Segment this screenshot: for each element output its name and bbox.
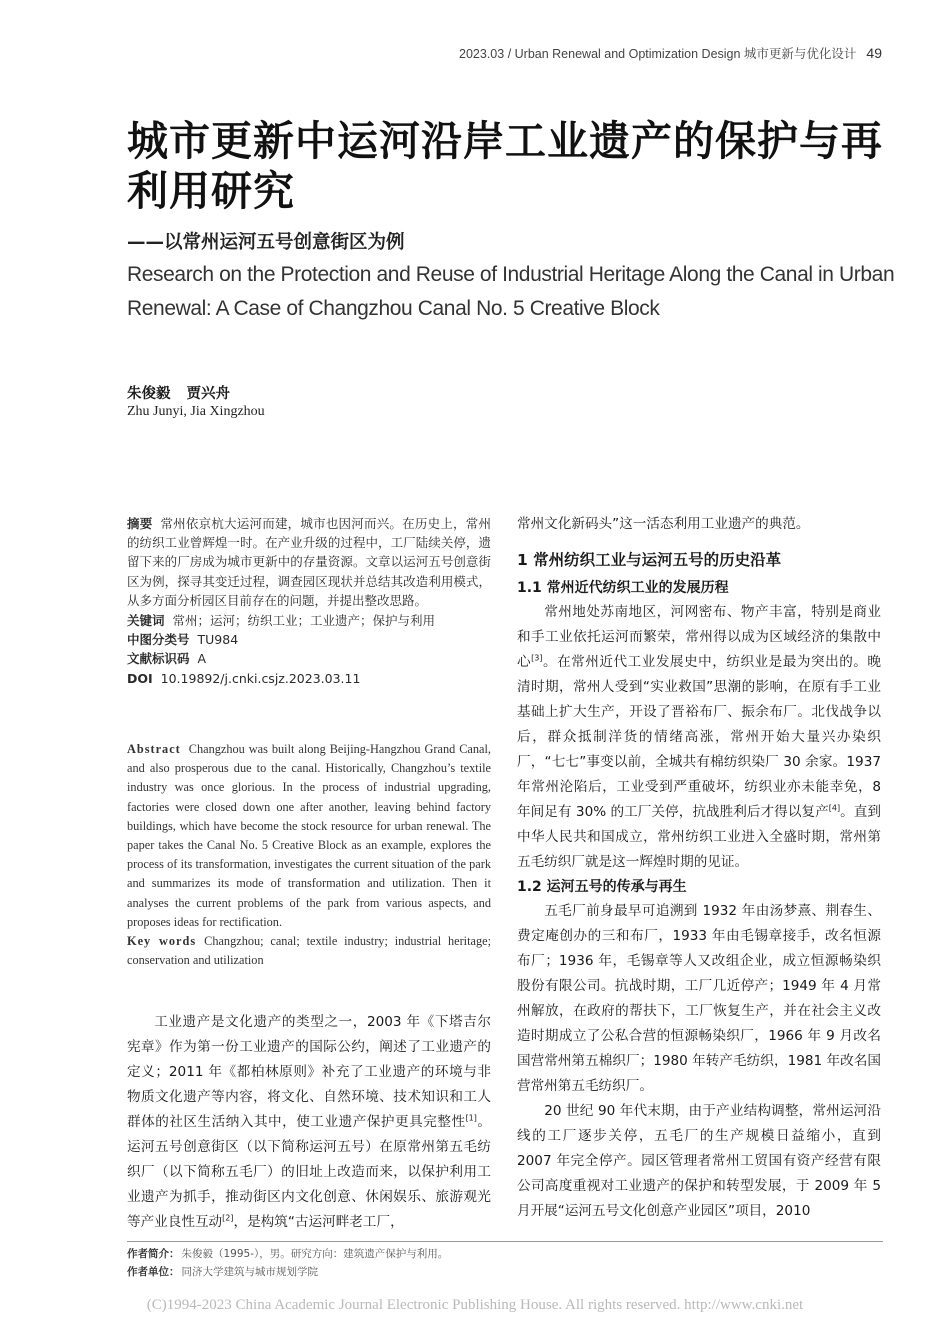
doi-value: 10.19892/j.cnki.csjz.2023.03.11	[160, 670, 361, 686]
footnote-affiliation-label: 作者单位：	[127, 1266, 180, 1278]
paragraph-textile-a: 常州地处苏南地区，河网密布、物产丰富，特别是商业和手工业依托运河而繁荣，常州得以成为区域经济的集散中心	[517, 604, 881, 670]
keywords-en-text: Changzhou; canal; textile industry; industrial heritage; conservation and utilization	[127, 934, 491, 968]
footnote-author-label: 作者简介：	[127, 1248, 180, 1260]
clc-row	[127, 630, 491, 649]
reference-2[interactable]: [2]	[222, 1213, 234, 1223]
footnote-divider	[127, 1241, 883, 1242]
running-header-text: 2023.03 / Urban Renewal and Optimization Design 城市更新与优化设计	[459, 47, 857, 61]
paragraph-intro-a: 工业遗产是文化遗产的类型之一，2003 年《下塔吉尔宪章》作为第一份工业遗产的国际公约，阐述了工业遗产的定义；2011 年《都柏林原则》补充了工业遗产的环境与非物质文化遗产等内容，将文化、自然环境、技术知识和工人群体的社区生活纳入其中，使工业遗产保护更具完整性	[127, 1014, 491, 1130]
clc-label: 中图分类号	[127, 632, 190, 648]
authors-en: Zhu Junyi, Jia Xingzhou	[127, 404, 265, 419]
subsection-heading-1-1: 1.1 常州近代纺织工业的发展历程	[517, 580, 729, 596]
doc-code-label: 文献标识码	[127, 651, 190, 667]
abstract-en-text: Changzhou was built along Beijing-Hangzhou Grand Canal, and also prosperous due to the canal. Historically, Changzhou’s textile industry was once glorious. In the process of industrial upgrading, factories were closed down one after another, leaving behind factory buildings, which have become the stock resource for urban renewal. The paper takes the Canal No. 5 Creative Block as an example, explores the process of its transformation, investigates the current situation of the park and summarizes its mode of transformation and utilization. Then it analyses the current problems of the park from various aspects, and proposes ideas for rectification.	[127, 742, 491, 929]
abstract-text: 常州依京杭大运河而建，城市也因河而兴。在历史上，常州的纺织工业曾辉煌一时。在产业升级的过程中，工厂陆续关停，遗留下来的厂房成为城市更新中的存量资源。文章以运河五号创意街区为例，探寻其变迁过程，调查园区现状并总结其改造利用模式，从多方面分析园区目前存在的问题，并提出整改思路。	[127, 516, 491, 608]
abstract-en	[127, 740, 491, 970]
keywords-label: 关键词	[127, 613, 165, 629]
paragraph-intro-c: ，是构筑“古运河畔老工厂，	[233, 1214, 404, 1230]
paragraph-textile-b: 。在常州近代工业发展史中，纺织业是最为突出的。晚清时期，常州人受到“实业救国”思潮的影响，在原有手工业基础上扩大生产，开设了晋裕布厂、振余布厂。北伐战争以后，群众抵制洋货的情绪高涨，常州开始大量兴办染织厂，“七七”事变以前，全城共有棉纺织染厂 30 余家。1937 年常州沦陷后，工业受到严重破坏，纺织业亦未能幸免，8 年间足有 30% 的工厂关停，抗战胜利后才得以复产	[517, 654, 882, 820]
keywords-row	[127, 611, 491, 630]
paragraph-transformation: 20 世纪 90 年代末期，由于产业结构调整，常州运河沿线的工厂逐步关停，五毛厂的生产规模日益缩小，直到 2007 年完全停产。园区管理者常州工贸国有资产经营有限公司高度重视对工业遗产的保护和转型发展，于 2009 年 5 月开展“运河五号文化创意产业园区”项目，2010	[517, 1103, 881, 1219]
abstract-label: 摘要	[127, 516, 153, 531]
subsection-heading-1-2: 1.2 运河五号的传承与再生	[517, 879, 687, 895]
abstract-en-label: Abstract	[127, 742, 181, 756]
keywords-text: 常州；运河；纺织工业；工业遗产；保护与利用	[172, 613, 436, 629]
running-header	[459, 44, 882, 62]
doi-row	[127, 669, 491, 688]
paragraph-factory-history: 五毛厂前身最早可追溯到 1932 年由汤梦熹、荆春生、费定庵创办的三和布厂，1933 年由毛锡章接手，改名恒源布厂；1936 年，毛锡章等人又改组企业，成立恒源畅染织股份有限公司。抗战时期，工厂几近停产；1949 年 4 月常州解放，在政府的帮扶下，工厂恢复生产，并在社会主义改造时期成立了公私合营的恒源畅染织厂，1966 年 9 月改名国营常州第五棉织厂；1980 年转产毛纺织，1981 年改名国营常州第五毛纺织厂。	[517, 903, 881, 1094]
reference-3[interactable]: [3]	[531, 653, 543, 663]
keywords-en-row	[127, 932, 491, 970]
doc-code-value: A	[197, 651, 207, 667]
abstract-cn	[127, 514, 491, 688]
reference-4[interactable]: [4]	[828, 803, 841, 813]
paragraph-textile-history	[517, 600, 881, 875]
reference-1[interactable]: [1]	[465, 1113, 477, 1123]
body-left-column	[127, 1010, 491, 1235]
footnote-author-text: 朱俊毅（1995-），男。研究方向：建筑遗产保护与利用。	[181, 1248, 449, 1260]
footnote-affiliation-text: 同济大学建筑与城市规划学院	[181, 1266, 318, 1278]
footnote-author	[127, 1246, 448, 1261]
copyright-watermark: (C)1994-2023 China Academic Journal Electronic Publishing House. All rights reserved. http://www.cnki.net	[146, 1297, 804, 1313]
body-right-column	[517, 512, 881, 1224]
paragraph-continuation: 常州文化新码头”这一活态利用工业遗产的典范。	[517, 516, 810, 532]
doi-label: DOI	[127, 670, 153, 686]
doc-code-row	[127, 649, 491, 668]
footnote-affiliation	[127, 1264, 318, 1279]
keywords-en-label: Key words	[127, 934, 197, 949]
author-1: 朱俊毅	[127, 386, 171, 402]
paragraph-intro-b: 。运河五号创意街区（以下简称运河五号）在原常州第五毛纺织厂（以下简称五毛厂）的旧址上改造而来，以保护利用工业遗产为抓手，推动街区内文化创意、休闲娱乐、旅游观光等产业良性互动	[127, 1114, 492, 1230]
article-subtitle-cn: ——以常州运河五号创意街区为例	[127, 232, 405, 253]
paragraph-textile-c: 。直到中华人民共和国成立，常州纺织工业进入全盛时期，常州第五毛纺织厂就是这一辉煌时期的见证。	[517, 804, 881, 870]
paragraph-intro	[127, 1010, 491, 1235]
page-number: 49	[866, 45, 882, 61]
author-2: 贾兴舟	[186, 386, 230, 402]
clc-value: TU984	[197, 632, 239, 648]
article-title-en: Research on the Protection and Reuse of Industrial Heritage Along the Canal in Urban Renewal: A Case of Changzhou Canal No. 5 Creative Block	[127, 263, 895, 320]
section-heading-1: 1 常州纺织工业与运河五号的历史沿革	[517, 551, 782, 569]
article-title-cn: 城市更新中运河沿岸工业遗产的保护与再利用研究	[127, 117, 883, 215]
authors-cn	[127, 382, 230, 403]
